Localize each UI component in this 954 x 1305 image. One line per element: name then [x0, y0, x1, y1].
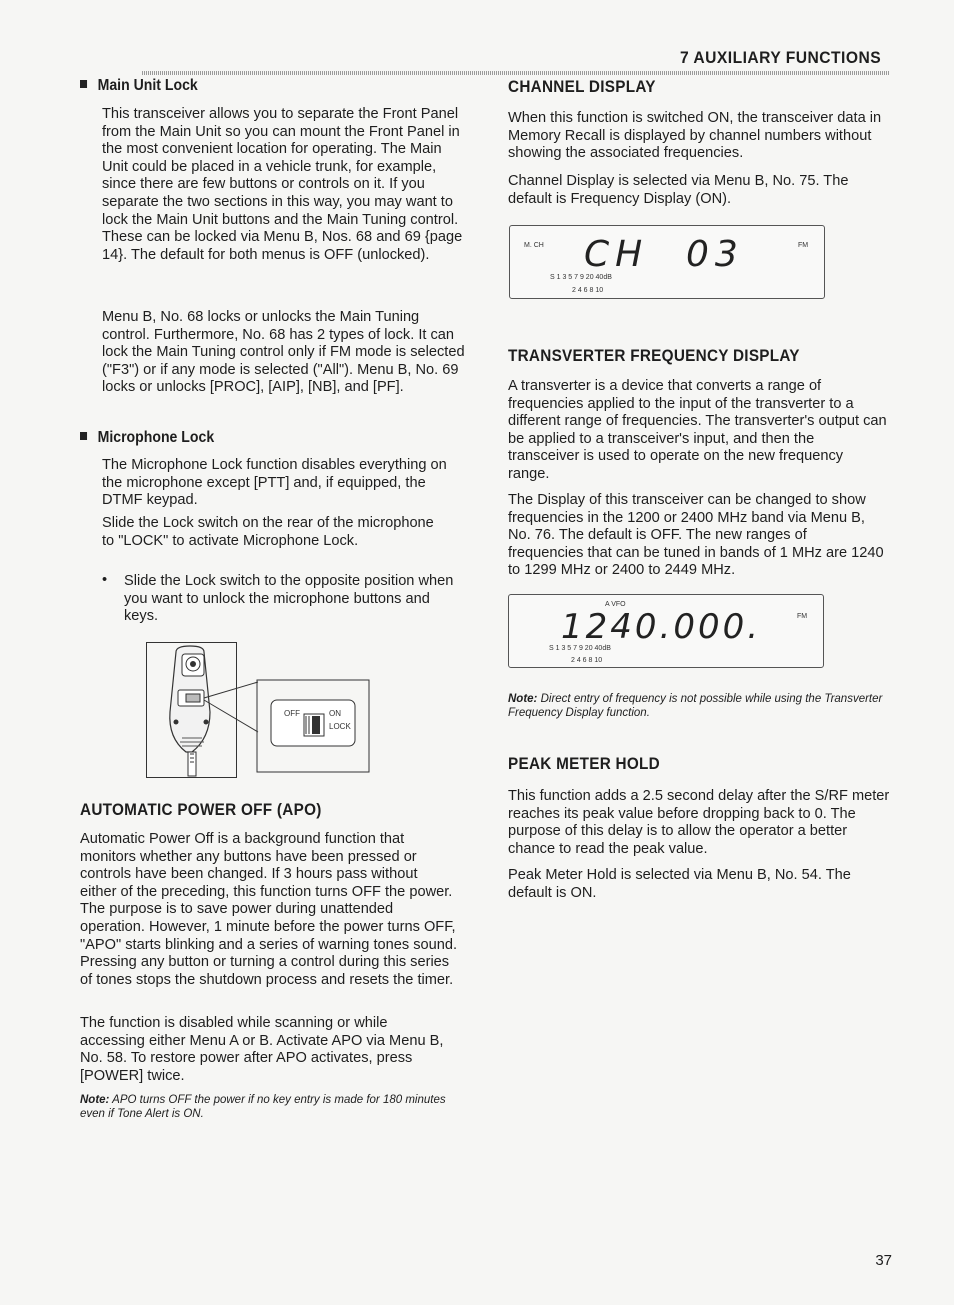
microphone-lock-heading: Microphone Lock: [80, 429, 214, 447]
chapter-title: 7 AUXILIARY FUNCTIONS: [680, 48, 882, 67]
lcd-channel-number: 03: [686, 234, 744, 275]
microphone-illustration: [146, 642, 370, 778]
transverter-note-text: Direct entry of frequency is not possible while using the Transverter Frequency Display function.: [508, 693, 883, 719]
page-number: 37: [875, 1252, 892, 1269]
switch-off-label: OFF: [284, 709, 300, 718]
switch-on-label: ON: [329, 709, 341, 718]
apo-paragraph-2: The function is disabled while scanning or while accessing either Menu A or B. Activate APO via Menu B, No. 58. To restore power after APO activates, press [POWER] twice.: [80, 1015, 444, 1084]
main-unit-lock-heading: Main Unit Lock: [80, 77, 198, 95]
peak-meter-paragraph-2: Peak Meter Hold is selected via Menu B, No. 54. The default is ON.: [508, 867, 851, 901]
lcd-fm-indicator: FM: [797, 613, 808, 620]
bullet-dot: •: [102, 572, 108, 588]
peak-meter-heading: PEAK METER HOLD: [508, 754, 660, 773]
header-rule: [142, 71, 890, 75]
bullet-square-icon: [80, 80, 87, 88]
apo-heading: AUTOMATIC POWER OFF (APO): [80, 800, 322, 819]
transverter-paragraph-1: A transverter is a device that converts a range of frequencies applied to the input of the transverter to a different range of frequencies. The transverter's output can be applied to a transceiver's input, and then the transceiver is used to operate on the new frequency range.: [508, 378, 887, 482]
microphone-lock-paragraph-2: Slide the Lock switch on the rear of the microphone to "LOCK" to activate Microphone Lock.: [102, 515, 434, 549]
lcd-vfo-indicator: A VFO: [605, 601, 626, 608]
lcd-meter-scale-bottom: 2 4 6 8 10: [572, 287, 604, 294]
apo-note-text: APO turns OFF the power if no key entry is made for 180 minutes even if Tone Alert is ON.: [80, 1094, 446, 1120]
channel-lcd-display: [509, 225, 825, 299]
lcd-meter-scale-bottom: 2 4 6 8 10: [571, 657, 603, 664]
microphone-lock-paragraph-1: The Microphone Lock function disables everything on the microphone except [PTT] and, if equipped, the DTMF keypad.: [102, 457, 447, 509]
switch-lock-label: LOCK: [329, 722, 351, 731]
main-unit-lock-paragraph-2: Menu B, No. 68 locks or unlocks the Main Tuning control. Furthermore, No. 68 has 2 types of lock. It can lock the Main Tuning control only if FM mode is selected ("F3") or if any mode is selected ("All"). Menu B, No. 69 locks or unlocks [PROC], [AIP], [NB], and [PF].: [102, 309, 465, 396]
lcd-channel-prefix: CH: [584, 234, 649, 275]
channel-display-paragraph-2: Channel Display is selected via Menu B, No. 75. The default is Frequency Display (ON).: [508, 173, 849, 207]
transverter-lcd-display: [508, 594, 824, 668]
lcd-frequency-readout: 1240.000.: [561, 607, 762, 647]
channel-display-heading: CHANNEL DISPLAY: [508, 77, 656, 96]
transverter-note: [508, 692, 886, 720]
lcd-meter-scale-top: S 1 3 5 7 9 20 40dB: [550, 274, 612, 281]
peak-meter-paragraph-1: This function adds a 2.5 second delay after the S/RF meter reaches its peak value before dropping back to 0. The purpose of this delay is to allow the operator a better chance to read the peak value.: [508, 788, 890, 857]
microphone-lock-bullet: Slide the Lock switch to the opposite position when you want to unlock the microphone buttons and keys.: [124, 573, 454, 625]
apo-note-label: Note:: [80, 1094, 110, 1106]
bullet-square-icon: [80, 432, 87, 440]
transverter-paragraph-2: The Display of this transceiver can be changed to show frequencies in the 1200 or 2400 MHz band via Menu B, No. 76. The default is OFF. The new ranges of frequencies that can be tuned in bands of 1 MHz are 1240 to 1299 MHz or 2400 to 2449 MHz.: [508, 492, 884, 579]
lcd-mode-indicator: M. CH: [524, 242, 544, 249]
lcd-fm-indicator: FM: [798, 242, 809, 249]
channel-display-paragraph-1: When this function is switched ON, the transceiver data in Memory Recall is displayed by channel numbers without showing the associated frequencies.: [508, 110, 882, 162]
main-unit-lock-paragraph-1: This transceiver allows you to separate the Front Panel from the Main Unit so you can mount the Front Panel in the most convenient location for operating. The Main Unit could be placed in a vehicle trunk, for example, since there are few buttons or controls on it. If you separate the two sections in this way, you may want to lock the Main Unit buttons and the Main Tuning control. These can be locked via Menu B, Nos. 68 and 69 {page 14}. The default for both menus is OFF (unlocked).: [102, 106, 463, 263]
transverter-note-label: Note:: [508, 693, 538, 705]
apo-note: [80, 1093, 460, 1121]
transverter-heading: TRANSVERTER FREQUENCY DISPLAY: [508, 346, 800, 365]
lcd-meter-scale-top: S 1 3 5 7 9 20 40dB: [549, 645, 611, 652]
apo-paragraph-1: Automatic Power Off is a background function that monitors whether any buttons have been pressed or controls have been changed. If 3 hours pass without either of the preceding, this function turns OFF the power. The purpose is to save power during unattended operation. However, 1 minute before the power turns OFF, "APO" starts blinking and a series of warning tones sound. Pressing any button or turning a control during this series of tones stops the shutdown process and resets the timer.: [80, 831, 458, 988]
